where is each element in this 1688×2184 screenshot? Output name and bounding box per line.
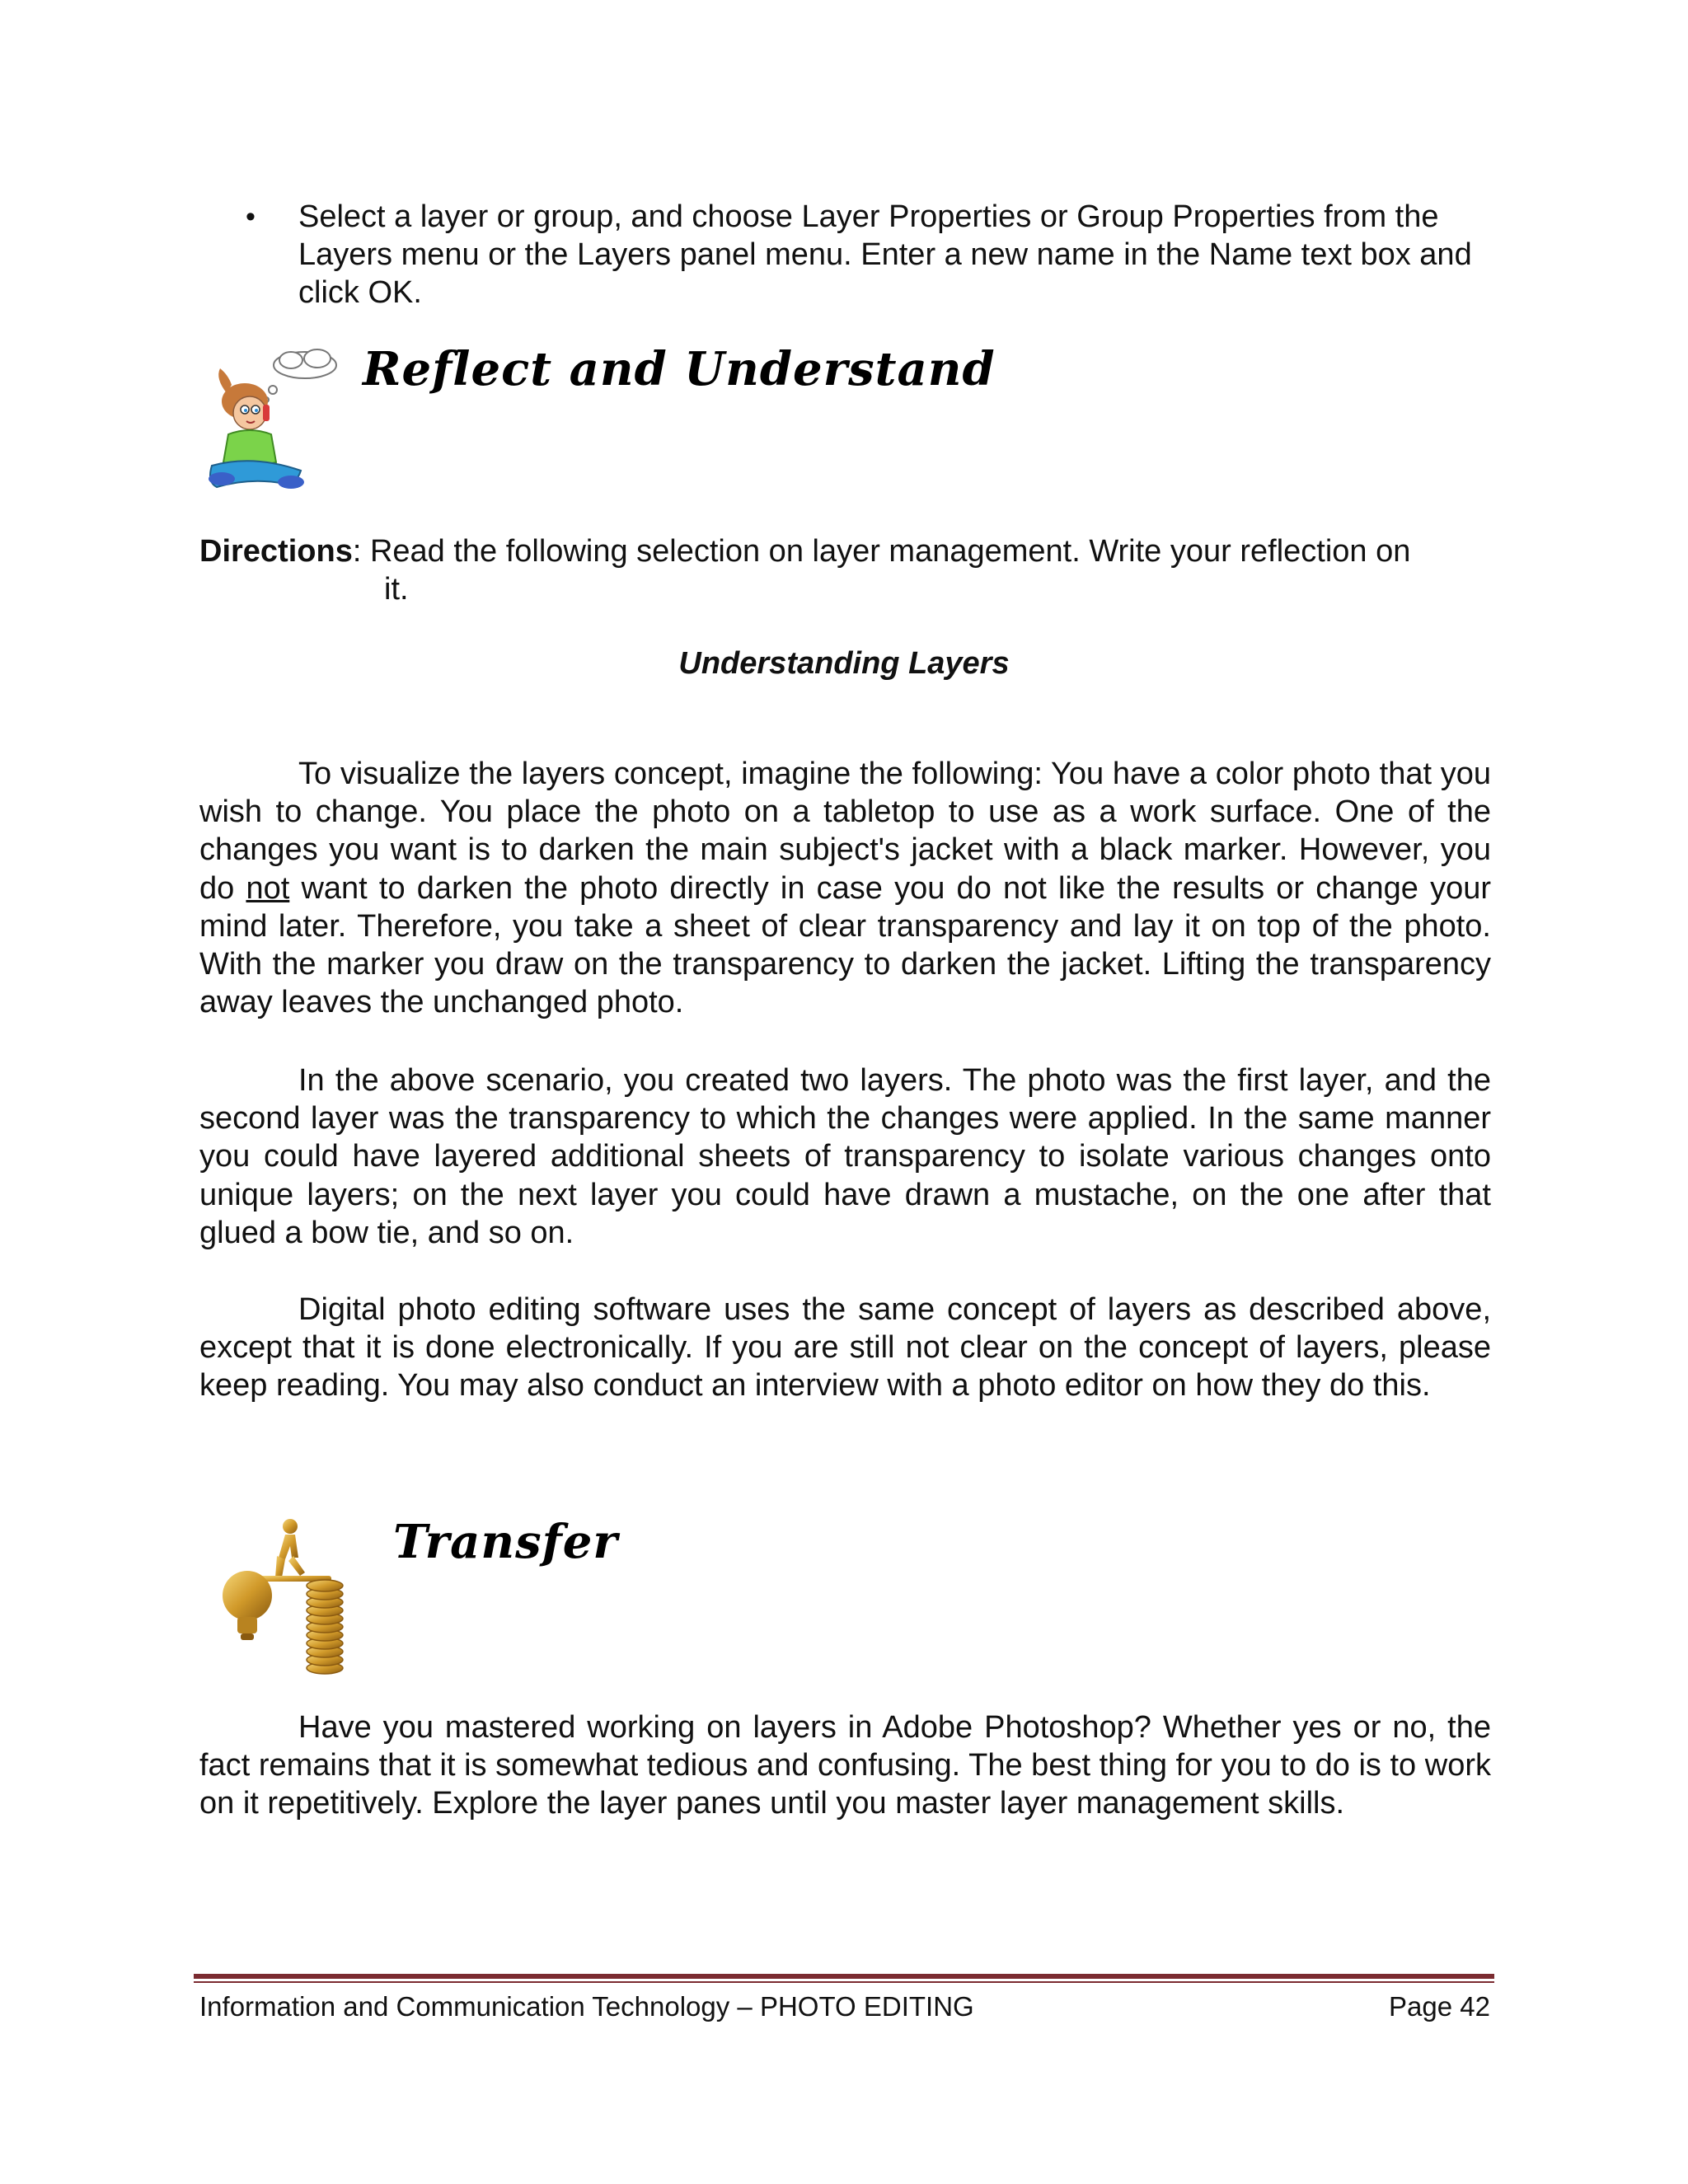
- paragraph-1-text-a: To visualize the layers concept, imagine the following: You have a color photo that you wish to change. You place the photo on a tabletop to use as a work surface. One of the changes you want is to darken the main subject's jacket with a black marker. However, you do: [199, 757, 1491, 906]
- bullet-item: [247, 198, 1484, 312]
- bullet-symbol: •: [246, 201, 256, 232]
- transfer-heading: Transfer: [393, 1515, 618, 1569]
- paragraph-1: [199, 755, 1491, 1021]
- directions-label: Directions: [199, 534, 353, 569]
- underlined-word: not: [246, 870, 290, 906]
- page-number: Page 42: [1389, 1991, 1490, 2022]
- reflect-heading: Reflect and Understand: [363, 342, 996, 396]
- reflect-section-header: [202, 342, 996, 396]
- selection-title: Understanding Layers: [678, 646, 1010, 681]
- paragraph-1-text-b: want to darken the photo directly in case you do not like the results or change your mind later. Therefore, you take a sheet of clear transparency and lay it on top of the photo. With the marker you draw on the transparency to darken the jacket. Lifting the transparency away leaves the unchanged photo.: [199, 870, 1492, 1020]
- footer-rule: [194, 1974, 1494, 1983]
- directions-text-continued: it.: [384, 572, 409, 607]
- gold-figure-bulb-coins-icon: [216, 1515, 364, 1680]
- paragraph-2: In the above scenario, you created two layers. The photo was the first layer, and the second layer was the transparency to which the changes were applied. In the same manner you could have layered additional sheets of transparency to isolate various changes onto unique layers; on the next layer you could have drawn a mustache, on the one after that glued a bow tie, and so on.: [199, 1063, 1491, 1250]
- directions: [199, 532, 1493, 608]
- directions-text: : Read the following selection on layer management. Write your reflection on: [352, 534, 1411, 569]
- transfer-section-header: [216, 1515, 618, 1569]
- thinking-girl-icon: [202, 342, 350, 499]
- paragraph-3: Digital photo editing software uses the same concept of layers as described above, except that it is done electronically. If you are still not clear on the concept of layers, please keep reading. You may also conduct an interview with a photo editor on how they do this.: [199, 1292, 1491, 1404]
- footer-title: Information and Communication Technology – PHOTO EDITING: [199, 1991, 974, 2022]
- transfer-paragraph: Have you mastered working on layers in Adobe Photoshop? Whether yes or no, the fact remains that it is somewhat tedious and confusing. The best thing for you to do is to work on it repetitively. Explore the layer panes until you master layer management skills.: [199, 1710, 1491, 1821]
- bullet-text: Select a layer or group, and choose Layer Properties or Group Properties from the Layers menu or the Layers panel menu. Enter a new name in the Name text box and click OK.: [298, 199, 1472, 310]
